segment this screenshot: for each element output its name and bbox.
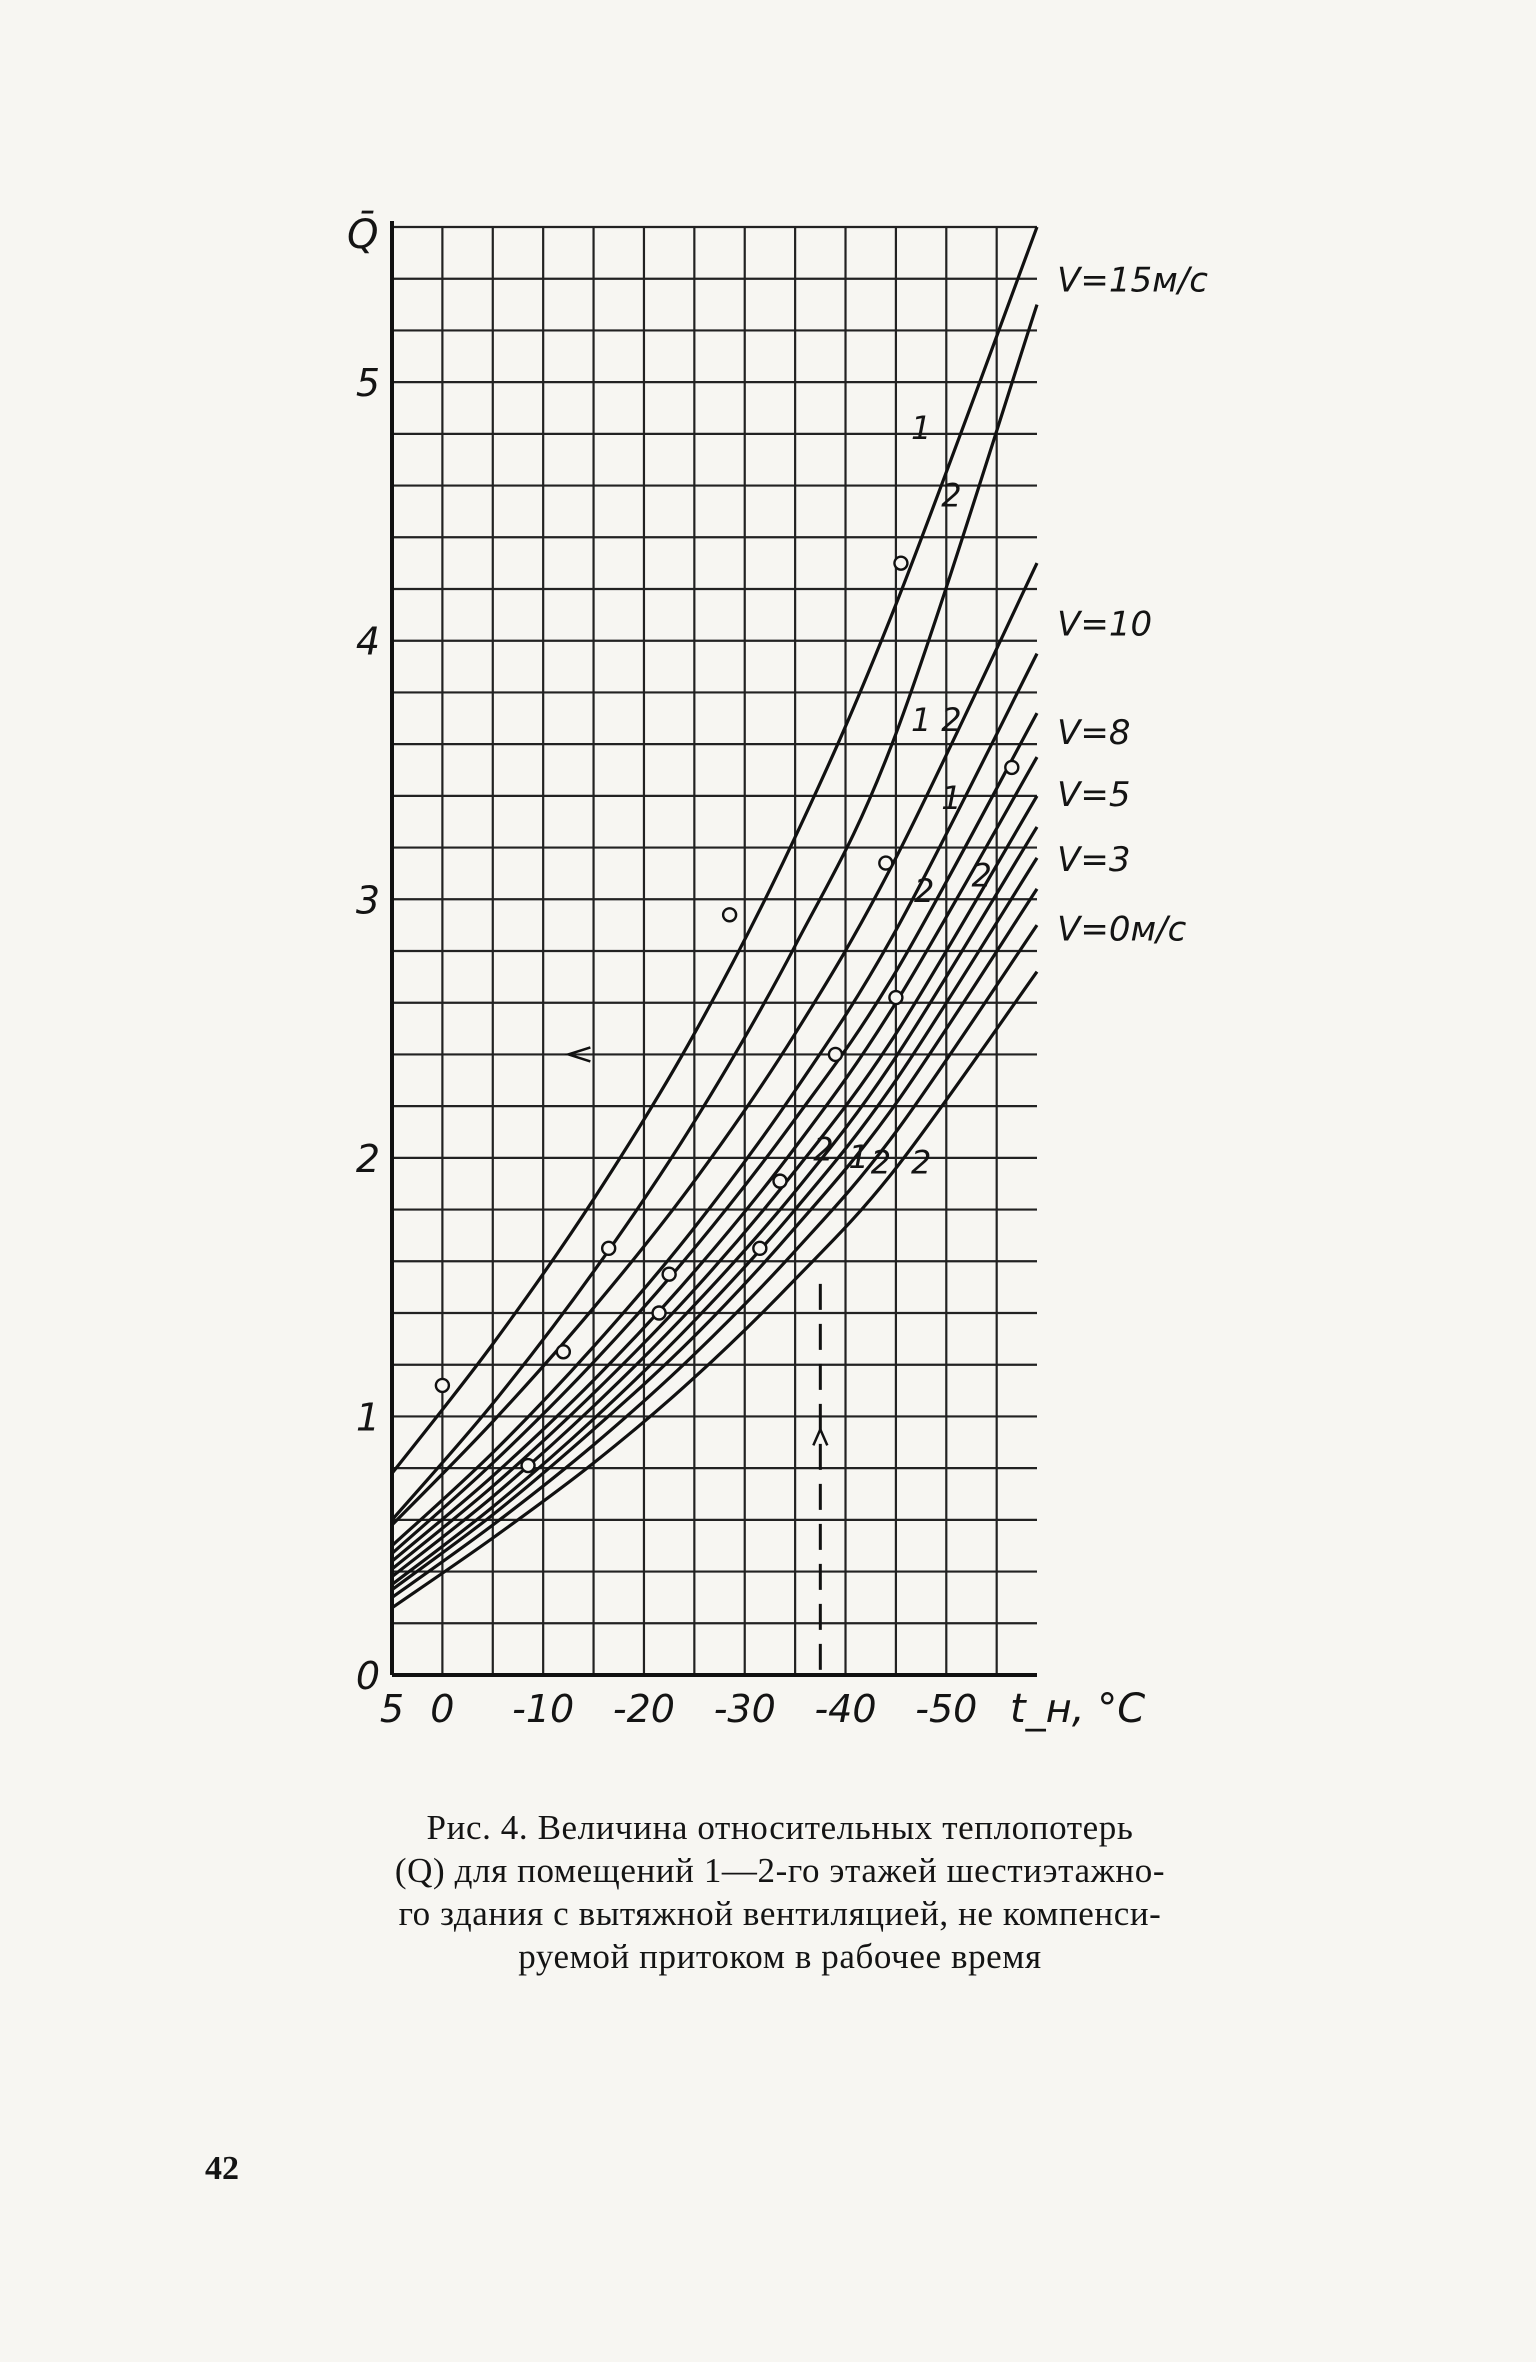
chart-series xyxy=(392,227,1037,1670)
data-point-marker xyxy=(723,908,736,921)
data-point-marker xyxy=(436,1379,449,1392)
caption-line: (Q) для помещений 1—2-го этажей шестиэтажно- xyxy=(394,1851,1166,1890)
data-point-marker xyxy=(1005,761,1018,774)
series-number-label: 1 xyxy=(911,409,932,448)
data-point-marker xyxy=(653,1307,666,1320)
x-tick-label: -50 xyxy=(915,1687,978,1731)
series-number-label: 1 xyxy=(848,1138,869,1177)
series-line xyxy=(392,654,1037,1546)
chart-curve-labels xyxy=(813,261,1208,1182)
series-line xyxy=(392,757,1037,1561)
series-number-label: 2 xyxy=(941,476,962,515)
x-tick-label: -20 xyxy=(612,1687,675,1731)
y-tick-label: 3 xyxy=(355,878,381,923)
chart-markers xyxy=(436,557,1018,1472)
data-point-marker xyxy=(879,857,892,870)
curve-label: V=5 xyxy=(1057,775,1131,816)
series-line xyxy=(392,563,1037,1525)
series-line xyxy=(392,796,1037,1569)
x-tick-label: -30 xyxy=(713,1687,776,1731)
x-axis-label: t_н, °C xyxy=(1010,1686,1146,1732)
curve-label: V=0м/с xyxy=(1057,909,1187,950)
y-tick-label: 0 xyxy=(355,1654,381,1698)
series-number-label: 2 xyxy=(941,701,962,740)
caption-line: руемой притоком в рабочее время xyxy=(518,1937,1042,1976)
page-number: 42 xyxy=(205,2150,239,2187)
y-tick-label: 1 xyxy=(355,1395,381,1440)
data-point-marker xyxy=(889,991,902,1004)
x-tick-labels xyxy=(380,1687,977,1731)
x-tick-label: 5 xyxy=(379,1687,405,1731)
data-point-marker xyxy=(753,1242,766,1255)
series-number-label: 2 xyxy=(911,1143,932,1182)
caption-line: го здания с вытяжной вентиляцией, не компенси- xyxy=(398,1894,1162,1933)
x-tick-label: 0 xyxy=(430,1687,455,1731)
caption-line: Рис. 4. Величина относительных теплопотерь xyxy=(426,1808,1134,1847)
y-tick-label: 4 xyxy=(355,619,381,664)
y-tick-label: 2 xyxy=(355,1136,381,1181)
data-point-marker xyxy=(602,1242,615,1255)
data-point-marker xyxy=(894,557,907,570)
series-number-label: 2 xyxy=(870,1143,892,1182)
data-point-marker xyxy=(663,1268,676,1281)
y-tick-label: 5 xyxy=(355,361,381,406)
y-axis-label: Q̄ xyxy=(347,212,379,258)
curve-label: V=10 xyxy=(1057,604,1153,645)
data-point-marker xyxy=(522,1459,535,1472)
series-number-label: 2 xyxy=(813,1130,834,1169)
curve-label: V=15м/с xyxy=(1057,260,1208,301)
series-number-label: 2 xyxy=(914,871,935,910)
figure-caption xyxy=(360,1806,1200,1978)
series-number-label: 1 xyxy=(941,778,962,817)
x-tick-label: -40 xyxy=(814,1687,877,1731)
series-number-label: 1 xyxy=(911,701,932,740)
x-tick-label: -10 xyxy=(512,1687,575,1731)
y-tick-labels xyxy=(356,361,380,1698)
curve-label: V=3 xyxy=(1057,839,1131,880)
data-point-marker xyxy=(829,1048,842,1061)
series-number-label: 2 xyxy=(971,856,992,895)
arrow-up-icon xyxy=(813,1429,827,1445)
series-line xyxy=(392,227,1037,1473)
data-point-marker xyxy=(774,1175,787,1188)
data-point-marker xyxy=(557,1345,570,1358)
curve-label: V=8 xyxy=(1057,713,1131,754)
